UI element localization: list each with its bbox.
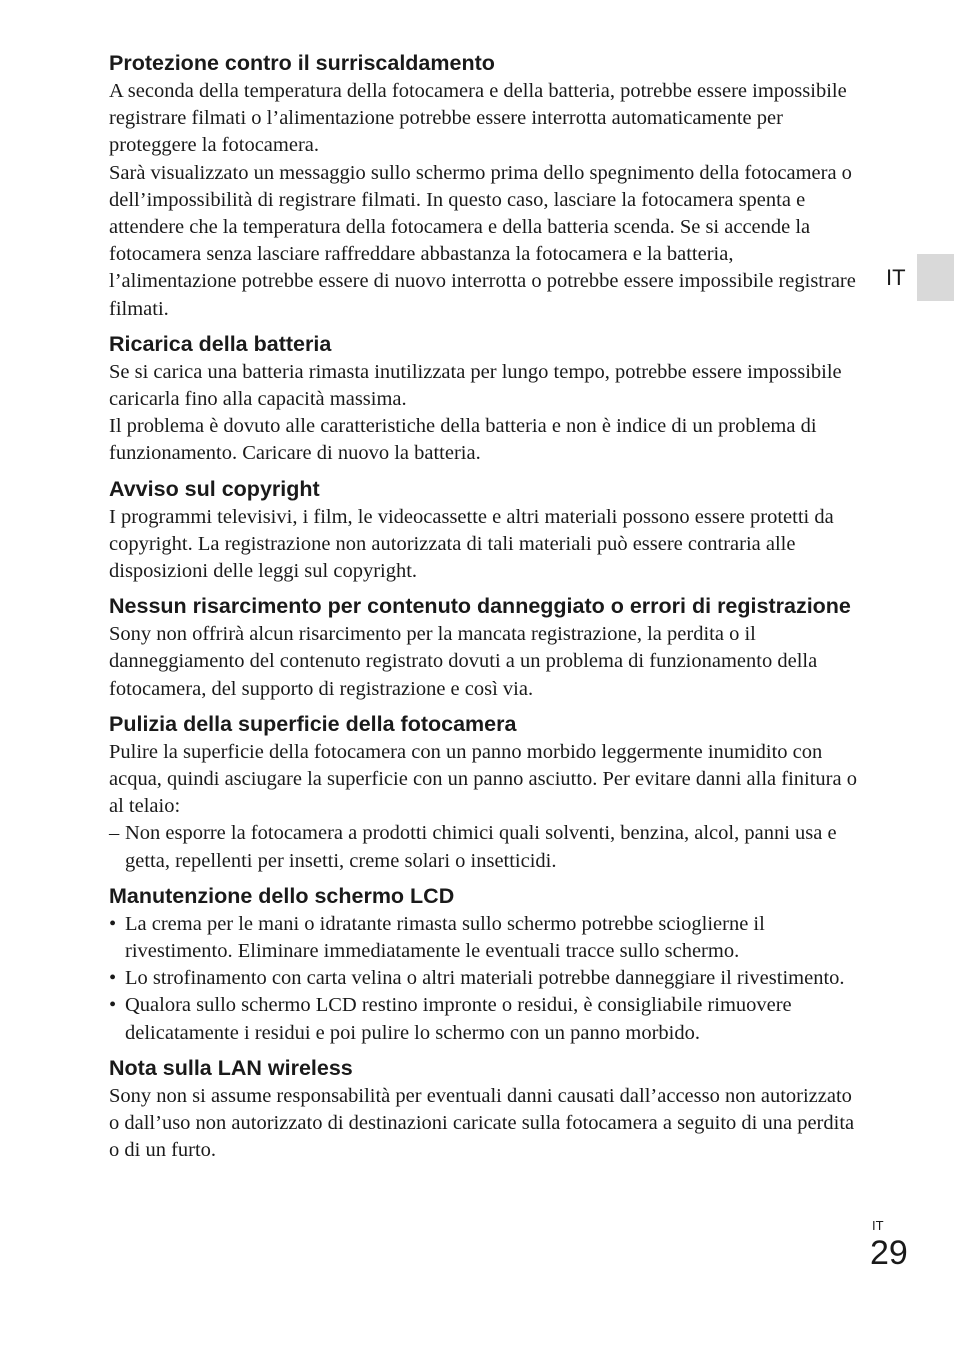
section-no-compensation [109,591,861,703]
paragraph: Pulire la superficie della fotocamera con un panno morbido leggermente inumidito con acqua, quindi asciugare la superficie con un panno asciutto. Per evitare danni alla finitura o al telaio: [109,740,857,818]
bullet-item [109,992,861,1046]
section-lcd-maintenance [109,881,861,1047]
section-heading: Ricarica della batteria [109,331,332,356]
paragraph: Sony non offrirà alcun risarcimento per la mancata registrazione, la perdita o il danneggiamento del contenuto registrato dovuti a un problema di funzionamento della fotocamera, del supporto di registrazione e così via. [109,623,818,700]
section-camera-cleaning [109,709,861,875]
section-copyright [109,474,861,586]
language-label: IT [886,265,906,290]
paragraph: A seconda della temperatura della fotocamera e della batteria, potrebbe essere impossibile registrare filmati o l’alimentazione potrebbe essere interrotta automaticamente per proteggere la fotocamera. [109,80,847,157]
bullet-text: Lo strofinamento con carta velina o altri materiali potrebbe danneggiare il rivestimento. [125,967,845,990]
page-content [109,48,861,1165]
section-heading: Avviso sul copyright [109,476,320,501]
section-overheating [109,48,861,323]
section-heading: Manutenzione dello schermo LCD [109,883,455,908]
dash-item [109,820,861,874]
paragraph: Il problema è dovuto alle caratteristiche della batteria e non è indice di un problema di funzionamento. Caricare di nuovo la batteria. [109,415,817,465]
bullet-item [109,911,861,965]
bullet-text: Qualora sullo schermo LCD restino impronte o residui, è consigliabile rimuovere delicatamente i residui e poi pulire lo schermo con un panno morbido. [125,994,792,1044]
section-heading: Nessun risarcimento per contenuto danneggiato o errori di registrazione [109,594,851,619]
page-number: 29 [870,1234,908,1272]
paragraph: Sarà visualizzato un messaggio sullo schermo prima dello spegnimento della fotocamera o dell’impossibilità di registrare filmati. In questo caso, lasciare la fotocamera spenta e attendere che la temperatura della fotocamera e della batteria scenda. Se si accende la fotocamera senza lasciare raffreddare abbastanza la fotocamera e la batteria, l’alimentazione potrebbe essere di nuovo interrotta o potrebbe essere impossibile registrare filmati. [109,161,856,320]
bullet-item [109,965,861,992]
section-wireless-lan [109,1053,861,1165]
section-heading: Protezione contro il surriscaldamento [109,51,495,75]
section-battery-charging [109,329,861,468]
language-tab [917,254,954,301]
dash-mark: – [109,822,120,845]
paragraph: I programmi televisivi, i film, le videocassette e altri materiali possono essere protetti da copyright. La registrazione non autorizzata di tali materiali può essere contraria alle disposizioni delle leggi sul copyright. [109,505,834,583]
bullet-text: La crema per le mani o idratante rimasta sullo schermo potrebbe scioglierne il rivestimento. Eliminare immediatamente le eventuali tracce sullo schermo. [125,912,765,963]
bullet-icon: • [109,912,117,935]
paragraph: Sony non si assume responsabilità per eventuali danni causati dall’accesso non autorizzato o dall’uso non autorizzato di destinazioni caricate sulla fotocamera a seguito di una perdita o di un furto. [109,1084,855,1162]
bullet-icon: • [109,994,117,1017]
dash-item-text: Non esporre la fotocamera a prodotti chimici quali solventi, benzina, alcol, panni usa e getta, repellenti per insetti, creme solari o insetticidi. [125,822,837,872]
section-heading: Pulizia della superficie della fotocamera [109,711,517,736]
bullet-icon: • [109,967,117,990]
paragraph: Se si carica una batteria rimasta inutilizzata per lungo tempo, potrebbe essere impossibile caricarla fino alla capacità massima. [109,360,842,411]
section-heading: Nota sulla LAN wireless [109,1055,353,1080]
footer-language: IT [872,1218,884,1233]
